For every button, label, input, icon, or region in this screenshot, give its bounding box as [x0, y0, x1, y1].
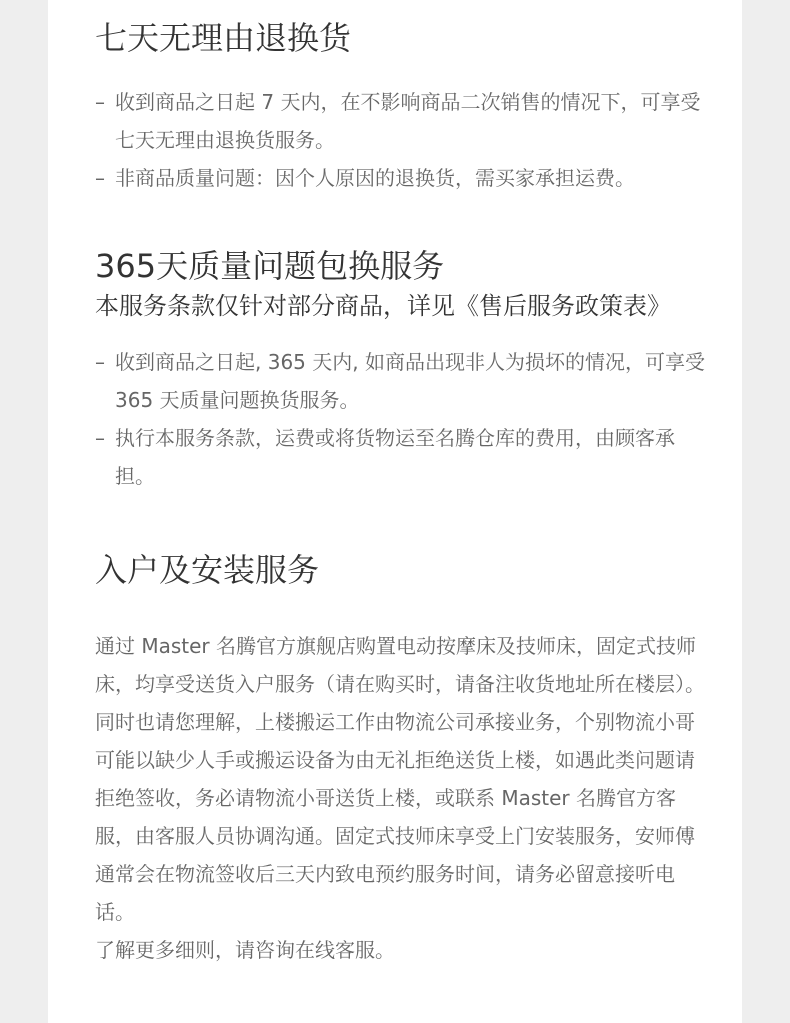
section-title: 365天质量问题包换服务: [95, 247, 445, 285]
bullet-marker: –: [95, 426, 105, 450]
section-seven-day-return: [95, 18, 705, 197]
section-body: [95, 627, 705, 969]
body-paragraph: 通过 Master 名腾官方旗舰店购置电动按摩床及技师床，固定式技师床，均享受送货入户服务（请在购买时，请备注收货地址所在楼层）。同时也请您理解，上楼搬运工作由物流公司承接业务，个别物流小哥可能以缺少人手或搬运设备为由无礼拒绝送货上楼，如遇此类问题请拒绝签收，务必请物流小哥送货上楼，或联系 Master 名腾官方客服，由客服人员协调沟通。固定式技师床享受上门安装服务，安师傅通常会在物流签收后三天内致电预约服务时间，请务必留意接听电话。: [95, 634, 705, 924]
bullet-item: [95, 159, 705, 197]
section-title: 入户及安装服务: [95, 551, 320, 589]
bullet-item: [95, 419, 705, 495]
bullet-text: 收到商品之日起, 365 天内, 如商品出现非人为损坏的情况，可享受 365 天质量问题换货服务。: [115, 350, 705, 412]
bullet-list: [95, 83, 705, 197]
section-delivery-installation: [95, 550, 705, 969]
section-title: 七天无理由退换货: [95, 19, 352, 57]
body-paragraph: 了解更多细则，请咨询在线客服。: [95, 938, 395, 962]
content-panel: [48, 0, 742, 1023]
bullet-item: [95, 343, 705, 419]
bullet-text: 收到商品之日起 7 天内，在不影响商品二次销售的情况下，可享受七天无理由退换货服务。: [115, 90, 701, 152]
bullet-item: [95, 83, 705, 159]
bullet-marker: –: [95, 166, 105, 190]
section-subtitle: 本服务条款仅针对部分商品，详见《售后服务政策表》: [95, 292, 671, 320]
bullet-list: [95, 343, 705, 495]
bullet-text: 非商品质量问题：因个人原因的退换货，需买家承担运费。: [115, 166, 635, 190]
section-365-day-exchange: [95, 246, 705, 495]
bullet-marker: –: [95, 90, 105, 114]
bullet-text: 执行本服务条款，运费或将货物运至名腾仓库的费用，由顾客承担。: [115, 426, 675, 488]
bullet-marker: –: [95, 350, 105, 374]
